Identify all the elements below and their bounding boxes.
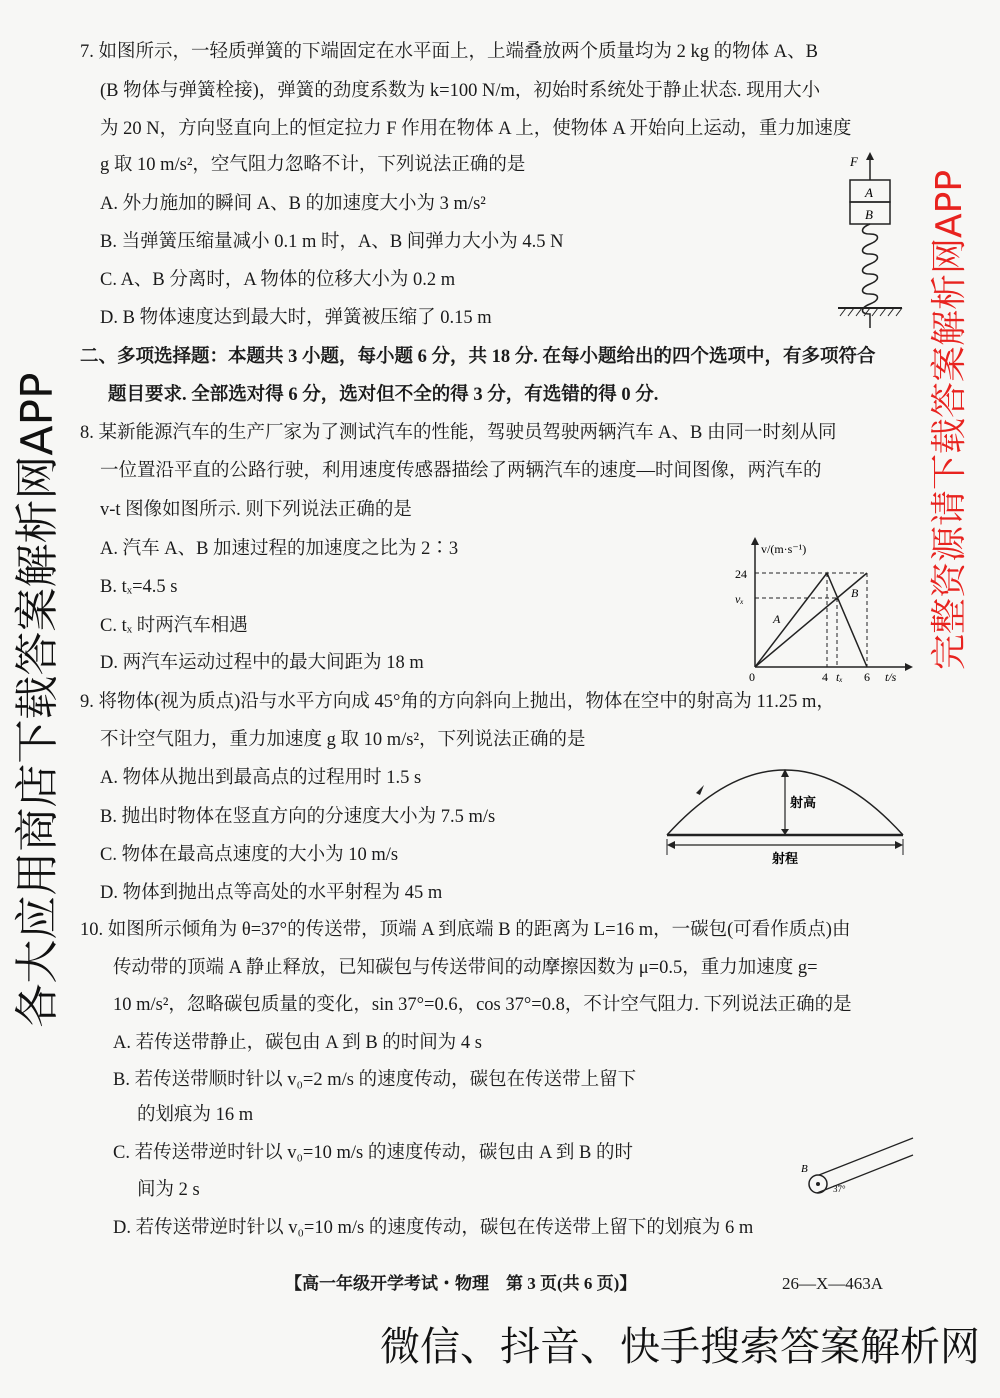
q10-option-c-cont: 间为 2 s <box>137 1180 200 1200</box>
angle-label: 37° <box>833 1184 846 1194</box>
range-label: 射程 <box>772 851 799 866</box>
line-b-label: B <box>851 586 859 600</box>
x-axis-label: t/s <box>885 670 897 684</box>
q8-option-b: B. tₓ=4.5 s <box>100 577 178 597</box>
q7-option-c: C. A、B 分离时，A 物体的位移大小为 0.2 m <box>100 270 456 290</box>
block-b-label: B <box>865 207 873 222</box>
x-tick-6: 6 <box>864 670 870 684</box>
q7-stem-line: (B 物体与弹簧栓接)，弹簧的劲度系数为 k=100 N/m，初始时系统处于静止状态. 现用大小 <box>100 81 821 101</box>
q8-option-d: D. 两汽车运动过程中的最大间距为 18 m <box>100 653 424 673</box>
q7-stem-line: 为 20 N，方向竖直向上的恒定拉力 F 作用在物体 A 上，使物体 A 开始向上运动，重力加速度 <box>100 119 852 139</box>
point-b-label: B <box>801 1163 808 1175</box>
q8-option-c: C. tₓ 时两汽车相遇 <box>100 616 248 636</box>
origin-label: 0 <box>749 670 755 684</box>
q7-stem-line: g 取 10 m/s²，空气阻力忽略不计，下列说法正确的是 <box>100 155 526 175</box>
q9-option-a: A. 物体从抛出到最高点的过程用时 1.5 s <box>100 768 422 788</box>
q10-option-a: A. 若传送带静止，碳包由 A 到 B 的时间为 4 s <box>113 1033 482 1053</box>
section-heading: 二、多项选择题：本题共 3 小题，每小题 6 分，共 18 分. 在每小题给出的四个选项中，有多项符合 <box>80 347 876 367</box>
watermark-center: 完整资源请下载答案解析网APP <box>929 169 970 670</box>
x-tick-tx: tₓ <box>836 670 843 684</box>
q10-stem-line: 10. 如图所示倾角为 θ=37°的传送带，顶端 A 到底端 B 的距离为 L=16 m，一碳包(可看作质点)由 <box>80 920 851 940</box>
footer-title: 【高一年级开学考试・物理 第 3 页(共 6 页)】 <box>285 1274 637 1293</box>
q7-option-b: B. 当弹簧压缩量减小 0.1 m 时，A、B 间弹力大小为 4.5 N <box>100 232 564 252</box>
conveyor-figure <box>795 1100 915 1200</box>
q9-stem-line: 不计空气阻力，重力加速度 g 取 10 m/s²，下列说法正确的是 <box>100 730 586 750</box>
height-label: 射高 <box>790 795 817 810</box>
watermark-bottom-right: 微信、抖音、快手搜索答案解析网 <box>380 1324 980 1370</box>
x-tick-4: 4 <box>822 670 828 684</box>
q10-stem-line: 传动带的顶端 A 静止释放，已知碳包与传送带间的动摩擦因数为 μ=0.5，重力加速度 g= <box>113 958 818 978</box>
y-tick-24: 24 <box>735 567 747 581</box>
vt-graph <box>725 535 915 685</box>
q7-stem-line: 7. 如图所示，一轻质弹簧的下端固定在水平面上，上端叠放两个质量均为 2 kg 的物体 A、B <box>80 42 818 62</box>
q8-stem-line: 8. 某新能源汽车的生产厂家为了测试汽车的性能，驾驶员驾驶两辆汽车 A、B 由同一时刻从同 <box>80 423 837 443</box>
block-a-label: A <box>865 185 873 200</box>
section-instructions: 题目要求. 全部选对得 6 分，选对但不全的得 3 分，有选错的得 0 分. <box>108 385 659 405</box>
q10-option-b-cont: 的划痕为 16 m <box>137 1105 254 1125</box>
y-tick-vx: vₓ <box>735 592 744 606</box>
q9-option-c: C. 物体在最高点速度的大小为 10 m/s <box>100 845 399 865</box>
q10-option-c: C. 若传送带逆时针以 v₀=10 m/s 的速度传动，碳包由 A 到 B 的时 <box>113 1143 634 1163</box>
q9-stem-line: 9. 将物体(视为质点)沿与水平方向成 45°角的方向斜向上抛出，物体在空中的射高为 11.25 m， <box>80 692 835 712</box>
q7-option-a: A. 外力施加的瞬间 A、B 的加速度大小为 3 m/s² <box>100 194 486 214</box>
q8-stem-line: 一位置沿平直的公路行驶，利用速度传感器描绘了两辆汽车的速度—时间图像，两汽车的 <box>100 461 822 481</box>
force-label: F <box>850 154 858 169</box>
watermark-left: 各大应用商店下载答案解析网APP <box>12 372 63 1028</box>
y-axis-label: v/(m·s⁻¹) <box>761 542 807 556</box>
q10-stem-line: 10 m/s²，忽略碳包质量的变化，sin 37°=0.6，cos 37°=0.8，不计空气阻力. 下列说法正确的是 <box>113 995 852 1015</box>
q7-option-d: D. B 物体速度达到最大时，弹簧被压缩了 0.15 m <box>100 308 492 328</box>
footer-code: 26—X—463A <box>782 1274 884 1293</box>
projectile-figure <box>660 755 910 870</box>
q10-option-b: B. 若传送带顺时针以 v₀=2 m/s 的速度传动，碳包在传送带上留下 <box>113 1070 637 1090</box>
spring-figure <box>830 150 910 340</box>
q10-option-d: D. 若传送带逆时针以 v₀=10 m/s 的速度传动，碳包在传送带上留下的划痕为 6 m <box>113 1218 754 1238</box>
q8-stem-line: v-t 图像如图所示. 则下列说法正确的是 <box>100 500 412 520</box>
line-a-label: A <box>773 612 781 626</box>
q9-option-d: D. 物体到抛出点等高处的水平射程为 45 m <box>100 883 443 903</box>
q9-option-b: B. 抛出时物体在竖直方向的分速度大小为 7.5 m/s <box>100 807 496 827</box>
q8-option-a: A. 汽车 A、B 加速过程的加速度之比为 2∶3 <box>100 539 459 559</box>
